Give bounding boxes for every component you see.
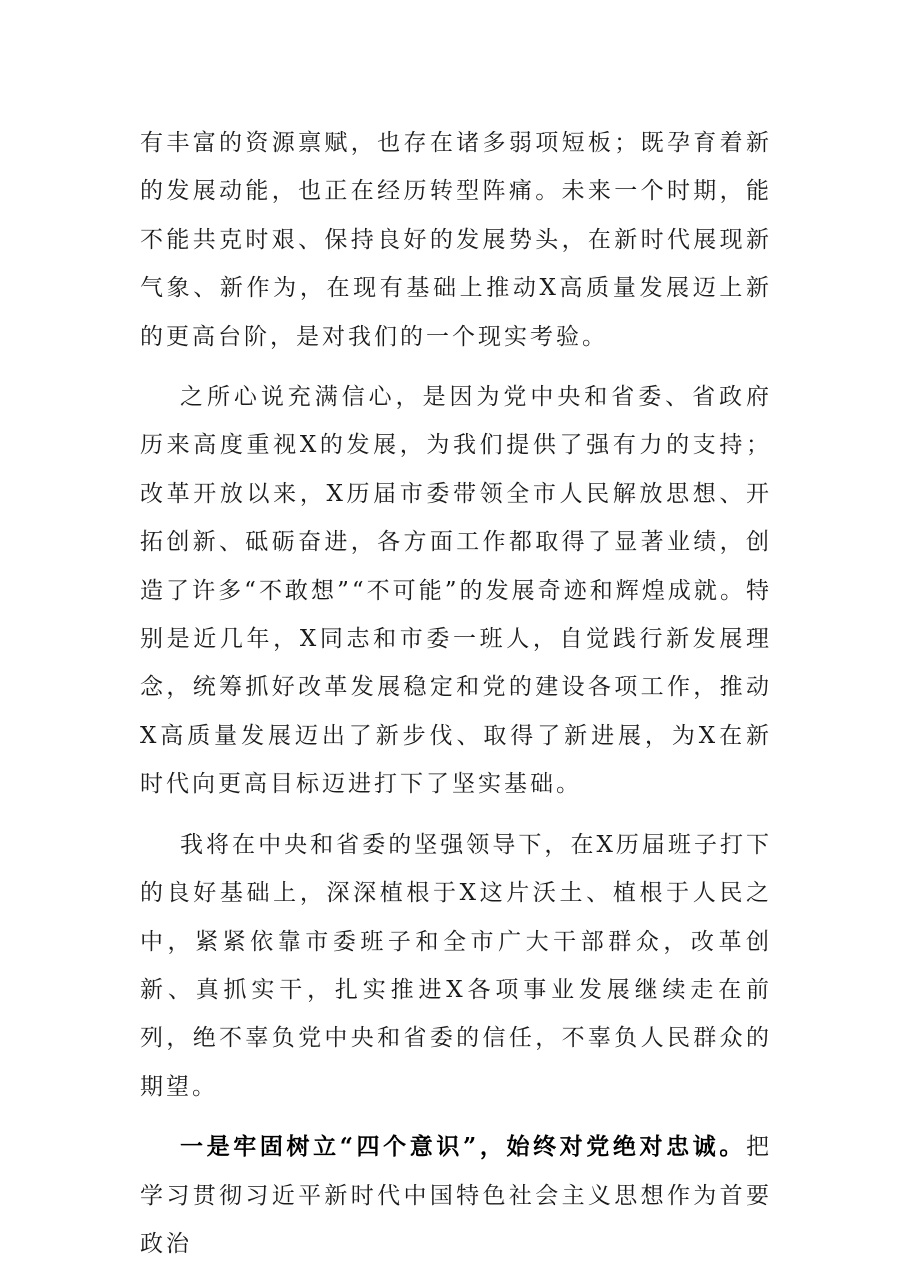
point-one-heading: 一是牢固树立“四个意识”，始终对党绝对忠诚。 (180, 1133, 746, 1161)
paragraph-commitment: 我将在中央和省委的坚强领导下，在X历届班子打下的良好基础上，深深植根于X这片沃土、植根于人民之中，紧紧依靠市委班子和全市广大干部群众，改革创新、真抓实干，扎实推进X各项事业发展继续走在前列，绝不辜负党中央和省委的信任，不辜负人民群众的期望。 (140, 831, 772, 1100)
point-one-text: 把学习贯彻习近平新时代中国特色社会主义思想作为首要政治 (140, 1134, 772, 1257)
paragraph-confidence: 之所心说充满信心，是因为党中央和省委、省政府历来高度重视X的发展，为我们提供了强有力的支持；改革开放以来，X历届市委带领全市人民解放思想、开拓创新、砥砺奋进，各方面工作都取得了显著业绩，创造了许多“不敢想”“不可能”的发展奇迹和辉煌成就。特别是近几年，X同志和市委一班人，自觉践行新发展理念，统筹抓好改革发展稳定和党的建设各项工作，推动X高质量发展迈出了新步伐、取得了新进展，为X在新时代向更高目标迈进打下了坚实基础。 (140, 384, 772, 798)
paragraph-point-one (140, 1123, 772, 1268)
paragraph-continuation: 有丰富的资源禀赋，也存在诸多弱项短板；既孕育着新的发展动能，也正在经历转型阵痛。未来一个时期，能不能共克时艰、保持良好的发展势头，在新时代展现新气象、新作为，在现有基础上推动X高质量发展迈上新的更高台阶，是对我们的一个现实考验。 (140, 130, 772, 350)
document-body (140, 119, 772, 1268)
